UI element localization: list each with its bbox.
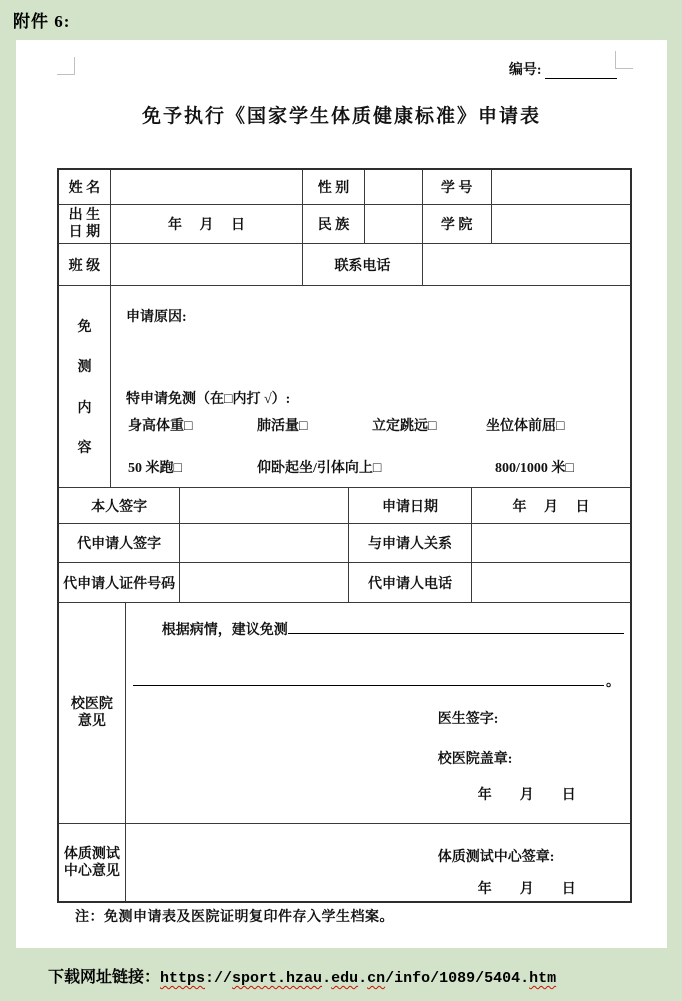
hospital-date: 年 月 日 bbox=[477, 788, 576, 803]
center-opinion-cell bbox=[125, 824, 630, 901]
table-row-center-opinion bbox=[59, 823, 630, 901]
exempt-items-row2 bbox=[128, 457, 622, 477]
proxy-phone-label: 代申请人电话 bbox=[348, 563, 471, 602]
table-row-basic-1 bbox=[59, 170, 630, 204]
proxy-id-label: 代申请人证件号码 bbox=[63, 576, 176, 592]
proxy-phone-value-cell bbox=[471, 563, 630, 602]
blank-underline bbox=[133, 669, 604, 686]
student-no-label: 学 号 bbox=[422, 170, 491, 204]
proxy-sign-value-cell bbox=[179, 524, 348, 562]
center-date: 年 月 日 bbox=[477, 882, 576, 897]
class-label: 班 级 bbox=[68, 258, 101, 274]
birth-date-label: 出 生 日 期 bbox=[68, 208, 101, 240]
relation-value-cell bbox=[471, 524, 630, 562]
download-link-label: 下载网址链接： bbox=[48, 969, 161, 986]
checkbox-item-sit-reach: 坐位体前屈□ bbox=[486, 419, 565, 434]
blank-underline bbox=[288, 617, 624, 634]
phone-label: 联系电话 bbox=[302, 244, 422, 285]
college-value-cell bbox=[491, 205, 631, 243]
table-row-exempt-content bbox=[59, 285, 630, 487]
college-label: 学 院 bbox=[422, 205, 491, 243]
phone-value-cell bbox=[422, 244, 630, 285]
table-row-basic-2 bbox=[59, 204, 630, 243]
checkbox-item-situp-pullup: 仰卧起坐/引体向上□ bbox=[257, 461, 382, 476]
doctor-sign-label: 医生签字: bbox=[437, 712, 499, 727]
table-row-self-signature bbox=[59, 487, 630, 523]
table-row-hospital-opinion bbox=[59, 602, 630, 823]
birth-date-value-cell: 年 月 日 bbox=[110, 205, 302, 243]
apply-date-label: 申请日期 bbox=[348, 488, 471, 523]
ethnic-value-cell bbox=[364, 205, 422, 243]
apply-date-value: 年 月 日 bbox=[471, 488, 630, 523]
hospital-suggest-line: 根据病情，建议免测 bbox=[136, 617, 624, 639]
page-title: 免予执行《国家学生体质健康标准》申请表 bbox=[141, 106, 541, 127]
self-sign-label: 本人签字 bbox=[91, 499, 148, 515]
table-row-basic-3 bbox=[59, 243, 630, 285]
checkbox-item-height-weight: 身高体重□ bbox=[128, 419, 193, 434]
crop-mark-top-left-icon bbox=[57, 57, 75, 75]
exempt-content-label: 免 测 内 容 bbox=[77, 320, 92, 456]
serial-label: 编号: bbox=[508, 63, 542, 78]
relation-label: 与申请人关系 bbox=[348, 524, 471, 562]
proxy-id-value-cell bbox=[179, 563, 348, 602]
ethnic-label: 民 族 bbox=[302, 205, 364, 243]
name-label: 姓 名 bbox=[68, 181, 101, 196]
center-opinion-label: 体质测试 中心意见 bbox=[63, 846, 120, 879]
crop-mark-top-right-icon bbox=[615, 51, 633, 69]
hospital-suggest-line2: 。 bbox=[133, 669, 620, 691]
serial-blank-line bbox=[545, 65, 617, 79]
attachment-label: 附件 6: bbox=[13, 12, 71, 31]
class-value-cell bbox=[110, 244, 302, 285]
reason-label: 申请原因: bbox=[126, 310, 187, 325]
table-row-proxy-id bbox=[59, 562, 630, 602]
download-link-line bbox=[48, 964, 556, 987]
form-sheet bbox=[16, 40, 667, 948]
gender-label: 性 别 bbox=[302, 170, 364, 204]
center-sign-label: 体质测试中心签章: bbox=[437, 850, 555, 865]
download-url-link[interactable]: https://sport.hzau.edu.cn/info/1089/5404.htm bbox=[160, 970, 557, 987]
name-value-cell bbox=[110, 170, 302, 204]
apply-exempt-instruction: 特申请免测（在□内打 √）: bbox=[126, 392, 291, 407]
checkbox-item-lung-capacity: 肺活量□ bbox=[257, 419, 308, 434]
footnote: 注：免测申请表及医院证明复印件存入学生档案。 bbox=[75, 910, 394, 925]
student-no-value-cell bbox=[491, 170, 631, 204]
proxy-sign-label: 代申请人签字 bbox=[77, 537, 162, 552]
application-form-table bbox=[57, 168, 632, 903]
checkbox-item-standing-jump: 立定跳远□ bbox=[372, 419, 437, 434]
gender-value-cell bbox=[364, 170, 422, 204]
checkbox-item-50m-run: 50 米跑□ bbox=[128, 461, 182, 476]
exempt-items-row1 bbox=[128, 415, 622, 435]
hospital-opinion-label: 校医院 意见 bbox=[70, 697, 113, 729]
hospital-opinion-cell bbox=[125, 603, 630, 823]
hospital-seal-label: 校医院盖章: bbox=[437, 752, 513, 767]
exempt-content-cell bbox=[110, 286, 630, 487]
serial-number-line bbox=[509, 59, 617, 79]
table-row-proxy-signature bbox=[59, 523, 630, 562]
self-sign-value-cell bbox=[179, 488, 348, 523]
checkbox-item-800-1000m: 800/1000 米□ bbox=[495, 461, 574, 476]
